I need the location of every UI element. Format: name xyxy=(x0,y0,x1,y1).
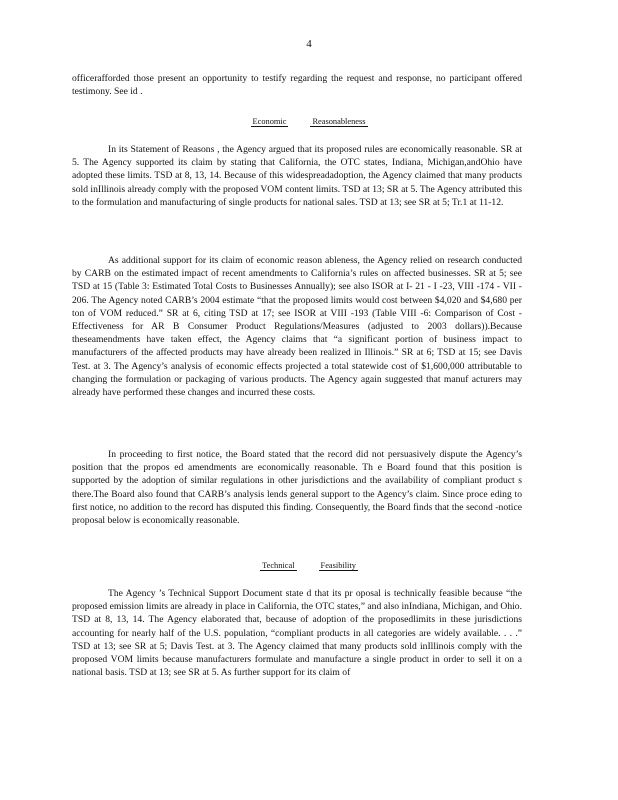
intro-paragraph-block xyxy=(72,72,522,98)
economic-paragraph: As additional support for its claim of economic reason ableness, the Agency relied on research conducted by CARB on the estimated impact of recent amendments to California’s rules on affected businesses. SR at 5; see TSD at 15 (Table 3: Estimated Total Costs to Businesses Annually); see also ISOR at I- 21 - I -23, VIII -174 - VII - 206. The Agency noted CARB’s 2004 estimate “that the proposed limits would cost between $4,020 and $4,680 per ton of VOM reduced.” SR at 6, citing TSD at 17; see ISOR at VIII -193 (Table VIII -6: Comparison of Cost -Effectiveness for AR B Consumer Product Regulations/Measures (adjusted to 2003 dollars)).Because theseamendments have taken effect, the Agency claims that “a significant portion of business impact to manufacturers of the affected products may have already been realized in Illinois.” SR at 6; TSD at 15; see Davis Test. at 3. The Agency’s analysis of economic effects projected a total statewide cost of $1,600,000 attributable to changing the formulation or packaging of various products. The Agency again suggested that manuf acturers may already have performed these changes and incurred these costs. xyxy=(72,255,522,399)
economic-paragraph-2-block xyxy=(72,254,522,399)
economic-paragraph-3-block xyxy=(72,448,522,527)
economic-paragraph: In proceeding to first notice, the Board stated that the record did not persuasively dispute the Agency’s position that the propos ed amendments are economically reasonable. Th e Board found that this position is supported by the adoption of similar regulations in other jurisdictions and the availability of compliant product s there.The Board also found that CARB’s analysis lends general support to the Agency’s claim. Since proce eding to first notice, no addition to the record has disputed this finding. Consequently, the Board finds that the second -notice proposal below is economically reasonable. xyxy=(72,449,522,527)
technical-paragraph-1-block xyxy=(72,587,522,679)
economic-paragraph-1-block xyxy=(72,143,522,209)
technical-paragraph: The Agency ’s Technical Support Document state d that its pr oposal is technically feasible because “the proposed emission limits are already in place in California, the OTC states,” and also inIndiana, Michigan, and Ohio. TSD at 8, 13, 14. The Agency elaborated that, because of adoption of the proposedlimits in these jurisdictions accounting for nearly half of the U.S. population, “compliant products in all categories are widely available. . . .” TSD at 13; see SR at 5; Davis Test. at 3. The Agency claimed that many products sold inIllinois comply with the proposed VOM limits because manufacturers formulate and manufacture a single product in order to sell it on a national basis. TSD at 13; see SR at 5. As further support for its claim of xyxy=(72,588,522,679)
section-heading-technical xyxy=(0,561,618,570)
heading-word: Reasonableness xyxy=(312,117,366,126)
section-heading-economic xyxy=(0,117,618,126)
heading-word: Feasibility xyxy=(320,561,356,570)
economic-paragraph: In its Statement of Reasons , the Agency argued that its proposed rules are economically reasonable. SR at 5. The Agency supported its claim by stating that California, the OTC states, Indiana, Michigan,andOhio have adopted these limits. TSD at 8, 13, 14. Because of this widespreadadoption, the Agency claimed that many products sold inIllinois already comply with the proposed VOM content limits. TSD at 13; SR at 5. The Agency attributed this to the formulation and manufacturing of single products for national sales. TSD at 13; see SR at 5; Tr.1 at 11-12. xyxy=(72,144,522,208)
page-number: 4 xyxy=(306,38,312,50)
heading-word: Technical xyxy=(262,561,295,570)
intro-paragraph: officerafforded those present an opportunity to testify regarding the request and response, no participant offered testimony. See id . xyxy=(72,73,522,98)
heading-word: Economic xyxy=(252,117,287,126)
